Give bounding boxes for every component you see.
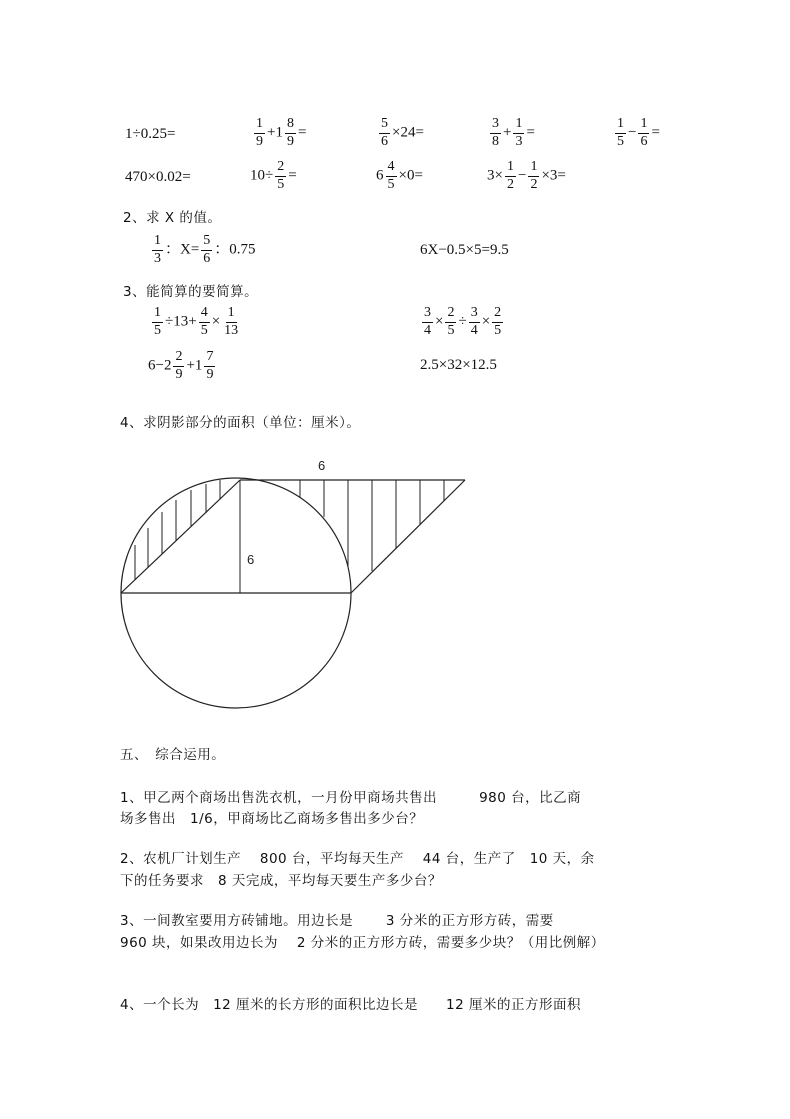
arith-r2c2: 10÷ $\frac{2}{5}$ =: [250, 159, 297, 192]
fraction: $\frac{5}{6}$: [381, 116, 388, 149]
left-slant-line: [121, 480, 240, 593]
arith-r2c1: 470×0.02=: [125, 169, 191, 185]
fraction: $\frac{8}{9}$: [286, 116, 294, 149]
arith-r1c2: $\frac{1}{9}$ +1 $\frac{8}{9}$ =: [256, 116, 307, 149]
fraction: $\frac{1}{2}$: [506, 159, 514, 192]
left-hatching: [135, 480, 220, 580]
fraction: $\frac{5}{6}$: [203, 233, 211, 266]
right-slant-line: [351, 480, 465, 593]
section3-heading: 3、能简算的要简算。: [123, 284, 259, 300]
section2-eq2: 6X−0.5×5=9.5: [420, 242, 509, 258]
fraction: $\frac{3}{8}$: [492, 116, 499, 149]
fraction: $\frac{2}{5}$: [277, 159, 285, 192]
fraction: $\frac{2}{5}$: [447, 305, 455, 338]
problem1-line1: 1、甲乙两个商场出售洗衣机，一月份甲商场共售出 980 台，比乙商: [120, 790, 582, 806]
section3-expr3: 6−2 $\frac{2}{9}$ +1 $\frac{7}{9}$: [148, 349, 214, 382]
fraction: $\frac{2}{9}$: [175, 349, 183, 382]
arith-r1c5: $\frac{1}{5}$ − $\frac{1}{6}$ =: [617, 116, 660, 149]
fraction: $\frac{4}{5}$: [387, 159, 395, 192]
problem3-line2: 960 块，如果改用边长为 2 分米的正方形方砖，需要多少块？（用比例解）: [120, 935, 605, 951]
problem2-line2: 下的任务要求 8 天完成，平均每天要生产多少台？: [120, 873, 442, 889]
problem3-line1: 3、一间教室要用方砖铺地。用边长是 3 分米的正方形方砖，需要: [120, 913, 554, 929]
section3-expr1: $\frac{1}{5}$ ÷13+ $\frac{4}{5}$ × $\frac{1}{13}$: [154, 305, 239, 338]
fraction: $\frac{3}{4}$: [424, 305, 431, 338]
problem4-line1: 4、一个长为 12 厘米的长方形的面积比边长是 12 厘米的正方形面积: [120, 997, 582, 1013]
fraction: $\frac{1}{3}$: [515, 116, 523, 149]
section5-heading: 五、 综合运用。: [120, 747, 226, 763]
fraction: $\frac{4}{5}$: [200, 305, 208, 338]
fraction: $\frac{1}{3}$: [154, 233, 161, 266]
problem2-line1: 2、农机厂计划生产 800 台，平均每天生产 44 台，生产了 10 天，余: [120, 851, 595, 867]
fraction: $\frac{3}{4}$: [470, 305, 478, 338]
fraction: $\frac{7}{9}$: [206, 349, 214, 382]
right-hatching: [300, 480, 444, 571]
arith-r2c3: 6 $\frac{4}{5}$ ×0=: [376, 159, 423, 192]
arith-r1c1: 1÷0.25=: [125, 126, 176, 142]
section3-expr4: 2.5×32×12.5: [420, 357, 497, 373]
arith-r1c4: $\frac{3}{8}$ + $\frac{1}{3}$ =: [492, 116, 535, 149]
fraction: $\frac{1}{9}$: [256, 116, 263, 149]
arith-r2c4: 3× $\frac{1}{2}$ − $\frac{1}{2}$ ×3=: [487, 159, 566, 192]
fraction: $\frac{1}{6}$: [640, 116, 648, 149]
section2-heading: 2、求 X 的值。: [123, 210, 222, 226]
section2-eq1: $\frac{1}{3}$ ：X= $\frac{5}{6}$ ：0.75: [154, 233, 256, 266]
fraction: $\frac{1}{2}$: [530, 159, 538, 192]
fraction: $\frac{1}{5}$: [154, 305, 161, 338]
fraction: $\frac{1}{13}$: [224, 305, 239, 338]
fraction: $\frac{2}{5}$: [494, 305, 502, 338]
arith-r1c3: $\frac{5}{6}$ ×24=: [381, 116, 424, 149]
section3-expr2: $\frac{3}{4}$ × $\frac{2}{5}$ ÷ $\frac{3}{4}$ × $\frac{2}{5}$: [424, 305, 502, 338]
section4-heading: 4、求阴影部分的面积（单位：厘米）。: [120, 415, 361, 431]
label-height: 6: [247, 552, 255, 567]
fraction: $\frac{1}{5}$: [617, 116, 624, 149]
label-top-length: 6: [318, 458, 326, 473]
problem1-line2: 场多售出 1/6，甲商场比乙商场多售出多少台？: [120, 811, 424, 827]
